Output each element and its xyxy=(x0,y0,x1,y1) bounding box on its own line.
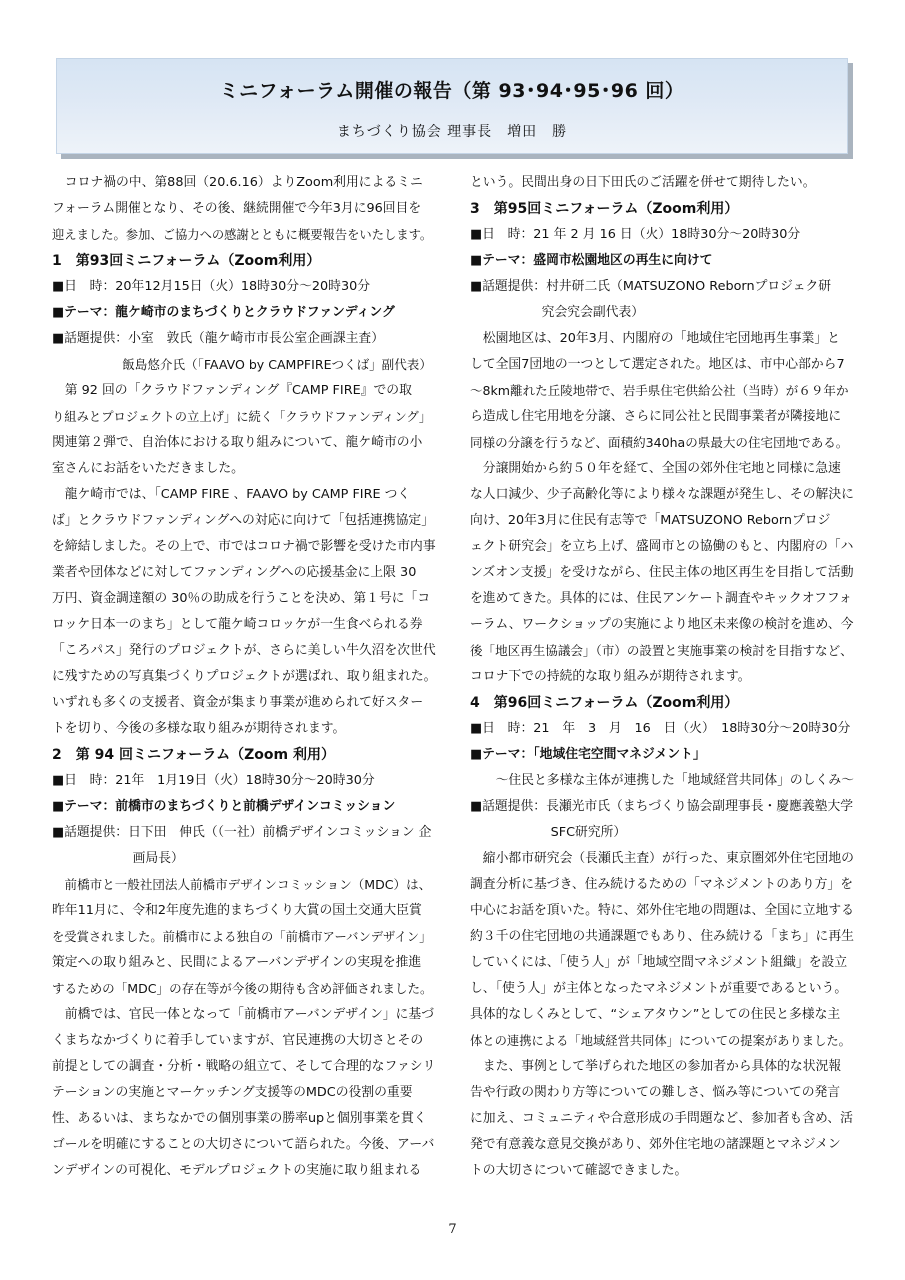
text-line: 前橋市と一般社団法人前橋市デザインコミッション（MDC）は、 xyxy=(64,877,432,892)
text-line: SFC研究所） xyxy=(550,825,627,840)
text-line: 迎えました。参加、ご協力への感謝とともに概要報告をいたします。 xyxy=(52,228,433,242)
text-line: 龍ケ崎市では、「CAMP FIRE 、FAAVO by CAMP FIRE つく xyxy=(64,487,411,502)
text-line: ーラム、ワークショップの実施により地区未来像の検討を進め、今 xyxy=(470,617,854,632)
text-line: ■話題提供：長瀬光市氏（まちづくり協会副理事長・慶應義塾大学 xyxy=(470,799,854,814)
text-line: 画局長） xyxy=(132,851,184,866)
text-line: 約３千の住宅団地の共通課題でもあり、住み続ける「まち」に再生 xyxy=(470,929,854,944)
text-line: トの大切さについて確認できました。 xyxy=(470,1163,688,1178)
text-line: という。民間出身の日下田氏のご活躍を併せて期待したい。 xyxy=(470,175,816,190)
text-line: 昨年11月に、令和2年度先進的まちづくり大賞の国土交通大臣賞 xyxy=(52,903,422,918)
text-line: ゴールを明確にすることの大切さについて語られた。今後、アーバ xyxy=(52,1137,435,1152)
text-line: また、事例として挙げられた地区の参加者から具体的な状況報 xyxy=(482,1059,842,1074)
text-line: 同様の分譲を行うなど、面積約340haの県最大の住宅団地である。 xyxy=(470,435,849,450)
text-line: して全国7団地の一つとして選定された。地区は、市中心部から7 xyxy=(470,357,845,372)
text-line: ェクト研究会」を立ち上げ、盛岡市との協働のもと、内閣府の「ハ xyxy=(470,539,854,554)
text-line: な人口減少、少子高齢化等により様々な課題が発生し、その解決に xyxy=(470,487,854,502)
text-line: ■話題提供：小室 敦氏（龍ケ崎市市長公室企画課主査） xyxy=(52,331,385,346)
text-line: くまちなかづくりに着手していますが、官民連携の大切さとその xyxy=(52,1033,424,1048)
text-line: ■話題提供：村井研二氏（MATSUZONO Rebornプロジェク研 xyxy=(470,279,832,294)
text-line: いずれも多くの支援者、資金が集まり事業が進められて好スター xyxy=(52,695,424,710)
text-line: ■日 時：21 年 2 月 16 日（火）18時30分～20時30分 xyxy=(470,227,801,242)
text-line: に残すための写真集づくりプロジェクトが選ばれ、取り組まれた。 xyxy=(52,669,437,684)
text-line: 「ころパス」発行のプロジェクトが、さらに美しい牛久沼を次世代 xyxy=(52,643,436,658)
text-line: するための「MDC」の存在等が今後の期待も含め評価されました。 xyxy=(52,981,433,996)
report-header-box xyxy=(56,58,848,154)
text-line: ■テーマ：盛岡市松園地区の再生に向けて xyxy=(470,253,713,268)
text-line: 発で有意義な意見交換があり、郊外住宅地の諸課題とマネジメン xyxy=(470,1137,841,1152)
right-column xyxy=(470,170,854,1184)
text-line: していくには、「使う人」が「地域空間マネジメント組織」を設立 xyxy=(470,955,848,970)
text-line: コロナ下での持続的な取り組みが期待されます。 xyxy=(470,669,751,684)
text-line: 業者や団体などに対してファンディングへの応援基金に上限 30 xyxy=(52,565,417,580)
text-line: 中心にお話を頂いた。特に、郊外住宅地の問題は、全国に立地する xyxy=(470,903,854,918)
section-heading: 3 第95回ミニフォーラム（Zoom利用） xyxy=(470,201,739,217)
text-line: ■テーマ：龍ケ崎市のまちづくりとクラウドファンディング xyxy=(52,305,395,320)
text-line: 前橋では、官民一体となって「前橋市アーバンデザイン」に基づ xyxy=(64,1007,434,1022)
text-line: ■日 時：20年12月15日（火）18時30分～20時30分 xyxy=(52,279,371,294)
text-line: ■話題提供：日下田 伸氏（（一社）前橋デザインコミッション 企 xyxy=(52,825,432,840)
text-line: 告や行政の関わり方等についての難しさ、悩み等についての発言 xyxy=(470,1085,841,1100)
text-line: 前提としての調査・分析・戦略の組立て、そして合理的なファシリ xyxy=(52,1059,436,1074)
text-line: を進めてきた。具体的には、住民アンケート調査やキックオフフォ xyxy=(470,591,852,606)
text-line: ■テーマ：前橋市のまちづくりと前橋デザインコミッション xyxy=(52,799,396,814)
text-line: 縮小都市研究会（長瀬氏主査）が行った、東京圏郊外住宅団地の xyxy=(482,851,854,866)
text-line: に加え、コミュニティや合意形成の手問題など、参加者も含め、活 xyxy=(470,1111,853,1126)
text-line: 究会究会副代表） xyxy=(541,305,645,320)
text-line: 策定への取り組みと、民間によるアーバンデザインの実現を推進 xyxy=(52,955,422,970)
text-line: を受賞されました。前橋市による独自の「前橋市アーバンデザイン」 xyxy=(52,930,432,944)
left-column xyxy=(52,170,436,1184)
page-number: 7 xyxy=(448,1222,457,1237)
text-line: ら造成し住宅用地を分譲、さらに同公社と民間事業者が隣接地に xyxy=(470,409,842,424)
text-line: 松園地区は、20年3月、内閣府の「地域住宅団地再生事業」と xyxy=(482,331,840,346)
text-line: 第 92 回の「クラウドファンディング『CAMP FIRE』での取 xyxy=(64,383,412,398)
text-line: し、「使う人」が主体となったマネジメントが重要であるという。 xyxy=(470,981,848,996)
text-line: ば」とクラウドファンディングへの対応に向けて「包括連携協定」 xyxy=(52,513,434,528)
text-line: 飯島悠介氏（「FAAVO by CAMPFIREつくば」副代表） xyxy=(122,357,432,372)
text-line: フォーラム開催となり、その後、継続開催で今年3月に96回目を xyxy=(52,201,422,216)
text-line: 性、あるいは、まちなかでの個別事業の勝率upと個別事業を貫く xyxy=(52,1111,427,1126)
text-line: ロッケ日本一のまち」として龍ケ崎コロッケが一生食べられる券 xyxy=(52,617,423,632)
section-heading: 1 第93回ミニフォーラム（Zoom利用） xyxy=(52,253,321,269)
text-line: り組みとプロジェクトの立上げ」に続く「クラウドファンディング」 xyxy=(52,410,432,424)
text-line: 分譲開始から約５０年を経て、全国の郊外住宅地と同様に急速 xyxy=(482,461,841,476)
text-line: ■日 時：21年 1月19日（火）18時30分～20時30分 xyxy=(52,773,375,788)
page-title: ミニフォーラム開催の報告（第 93･94･95･96 回） xyxy=(219,80,685,102)
text-line: 室さんにお話をいただきました。 xyxy=(52,461,244,476)
text-line: ■テーマ：「地域住宅空間マネジメント」 xyxy=(470,747,706,762)
text-line: ンデザインの可視化、モデルプロジェクトの実施に取り組まれる xyxy=(52,1163,422,1178)
text-line: 調査分析に基づき、住み続けるための「マネジメントのあり方」を xyxy=(470,877,854,892)
text-line: 具体的なしくみとして、“シェアタウン”としての住民と多様な主 xyxy=(470,1007,841,1022)
text-line: テーションの実施とマーケッチング支援等のMDCの役割の重要 xyxy=(52,1085,413,1100)
section-heading: 4 第96回ミニフォーラム（Zoom利用） xyxy=(470,695,739,711)
text-line: 後「地区再生協議会」（市）の設置と実施事業の検討を目指すなど、 xyxy=(470,643,853,658)
text-line: 向け、20年3月に住民有志等で「MATSUZONO Rebornプロジ xyxy=(470,513,831,528)
text-line: トを切り、今後の多様な取り組みが期待されます。 xyxy=(52,721,346,736)
section-heading: 2 第 94 回ミニフォーラム（Zoom 利用） xyxy=(52,747,335,763)
text-line: を締結しました。その上で、市ではコロナ禍で影響を受けた市内事 xyxy=(52,539,436,554)
text-line: 関連第２弾で、自治体における取り組みについて、龍ケ崎市の小 xyxy=(52,435,423,450)
text-line: ンズオン支援」を受けながら、住民主体の地区再生を目指して活動 xyxy=(470,565,854,580)
text-line: コロナ禍の中、第88回（20.6.16）よりZoom利用によるミニ xyxy=(64,175,423,190)
author-line: まちづくり協会 理事長 増田 勝 xyxy=(336,124,568,140)
text-line: 体との連携による「地域経営共同体」についての提案がありました。 xyxy=(470,1034,851,1048)
text-line: 万円、資金調達額の 30％の助成を行うことを決め、第１号に「コ xyxy=(52,591,431,606)
text-line: ～8km離れた丘陵地帯で、岩手県住宅供給公社（当時）が６９年か xyxy=(470,383,849,398)
text-line: ～住民と多様な主体が連携した「地域経営共同体」のしくみ～ xyxy=(495,773,854,788)
text-line: ■日 時：21 年 3 月 16 日（火） 18時30分～20時30分 xyxy=(470,721,851,736)
